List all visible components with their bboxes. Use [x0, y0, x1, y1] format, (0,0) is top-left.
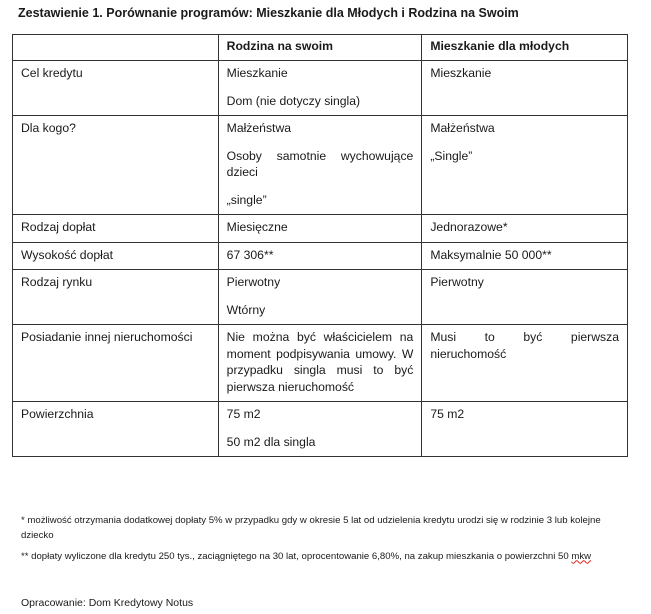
cell-line: Musi to być pierwsza nieruchomość [430, 330, 619, 361]
row-label-dla-kogo: Dla kogo? [13, 116, 219, 215]
table-row [13, 402, 628, 457]
cell-rns-posiadanie [218, 325, 422, 402]
table-row [13, 61, 628, 116]
row-label-rodzaj-rynku: Rodzaj rynku [13, 270, 219, 325]
cell-line: „single” [226, 192, 267, 207]
header-cell-rodzina-na-swoim: Rodzina na swoim [218, 35, 422, 61]
cell-rns-rodzaj-doplat [218, 215, 422, 242]
row-label-rodzaj-doplat: Rodzaj dopłat [13, 215, 219, 242]
cell-rns-powierzchnia [218, 402, 422, 457]
cell-line: Osoby samotnie wychowujące dzieci [226, 148, 414, 180]
cell-mdm-cel-kredytu [422, 61, 628, 116]
table-row [13, 116, 628, 215]
row-label-powierzchnia: Powierzchnia [13, 402, 219, 457]
cell-line: Małżeństwa [430, 121, 495, 136]
cell-line: „Single” [430, 148, 473, 163]
cell-rns-wysokosc-doplat [218, 242, 422, 269]
cell-line: 50 m2 dla singla [226, 434, 316, 449]
cell-line: Małżeństwa [226, 121, 292, 136]
source-note: Opracowanie: Dom Kredytowy Notus [21, 597, 194, 609]
cell-line: 75 m2 [226, 407, 261, 422]
table-header-row [13, 35, 628, 61]
cell-mdm-posiadanie [422, 325, 628, 402]
cell-line: 75 m2 [430, 407, 465, 422]
cell-rns-dla-kogo [218, 116, 422, 215]
row-label-cel-kredytu: Cel kredytu [13, 61, 219, 116]
footnote-2 [21, 550, 631, 565]
row-label-wysokosc-doplat: Wysokość dopłat [13, 242, 219, 269]
table-row [13, 325, 628, 402]
cell-mdm-powierzchnia [422, 402, 628, 457]
cell-line: Mieszkanie [430, 66, 492, 81]
header-cell-mieszkanie-dla-mlodych: Mieszkanie dla młodych [422, 35, 628, 61]
cell-line: 67 306** [226, 247, 274, 262]
row-label-posiadanie-innej-nieruchomosci: Posiadanie innej nieruchomości [13, 325, 219, 402]
header-cell-empty [13, 35, 219, 61]
cell-mdm-rodzaj-rynku [422, 270, 628, 325]
document-title: Zestawienie 1. Porównanie programów: Mieszkanie dla Młodych i Rodzina na Swoim [18, 6, 519, 20]
footnote-2-unit: mkw [571, 550, 592, 562]
cell-mdm-wysokosc-doplat [422, 242, 628, 269]
cell-mdm-dla-kogo [422, 116, 628, 215]
comparison-table [12, 34, 628, 457]
cell-line: Pierwotny [226, 275, 281, 290]
cell-line: Pierwotny [430, 275, 484, 290]
cell-line: Maksymalnie 50 000** [430, 247, 552, 262]
cell-mdm-rodzaj-doplat [422, 215, 628, 242]
table-row [13, 242, 628, 269]
cell-rns-rodzaj-rynku [218, 270, 422, 325]
cell-line: Miesięczne [226, 220, 288, 235]
table-row [13, 270, 628, 325]
footnote-1: * możliwość otrzymania dodatkowej dopłaty 5% w przypadku gdy w okresie 5 lat od udzielenia kredytu urodzi się w rodzinie 3 lub kolejne dziecko [21, 515, 601, 541]
cell-rns-cel-kredytu [218, 61, 422, 116]
footnote-2-text: ** dopłaty wyliczone dla kredytu 250 tys., zaciągniętego na 30 lat, oprocentowanie 6,80%, na zakup mieszkania o powierzchni 50 [21, 550, 572, 562]
cell-line: Mieszkanie [226, 66, 288, 81]
footnotes [21, 514, 631, 571]
cell-line: Wtórny [226, 302, 266, 317]
table-row [13, 215, 628, 242]
cell-line: Dom (nie dotyczy singla) [226, 93, 361, 108]
cell-line: Nie można być właścicielem na moment podpisywania umowy. W przypadku singla musi to być pierwsza nieruchomość [226, 330, 414, 394]
cell-line: Jednorazowe* [430, 220, 508, 235]
